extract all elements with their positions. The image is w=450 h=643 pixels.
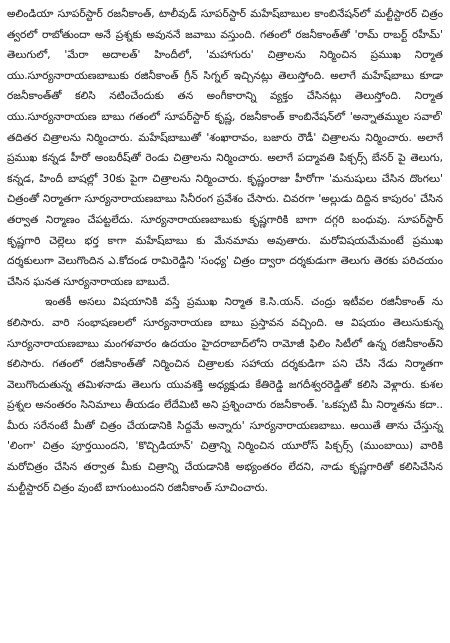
article-body [7, 4, 443, 498]
article-paragraph-2: ఇంతకీ అసలు విషయానికి వస్తే ప్రముఖ నిర్మాత కె.సి.యన్. చంద్రు ఇటీవల రజినీకాంత్ ను కలిసారు. వారి సంభాషణలలో సూర్యనారాయణ బాబు ప్రస్తావన వచ్చింది. ఆ విషయం తెలుసుకున్న సూర్యనారాయణబాబు మంగళవారం ఉదయం హైదరాబాద్‌లోని రామోజీ ఫిలిం సిటీలో ఉన్న రజినీకాంత్‌ని కలిసారు. గతంలో రజినీకాంత్‌తో నిర్మించిన చిత్రాలకు సహాయ దర్శకుడిగా పని చేసి నేడు నిర్మాతగా వెలుగొందుతున్న తమిళనాడు తెలుగు యువశక్తి అధ్యక్షుడు కేతిరెడ్డి జగదీశ్వరరెడ్డితో కలిసి వెళ్లారు. కుశల ప్రశ్నల అనంతరం సినిమాలు తీయడం లేదేమిటి అని ప్రశ్నించారు రజనీకాంత్. 'ఒకప్పటి మీ నిర్మాతను కదా.. మీరు సరేనంటే మీతో చిత్రం చేయడానికి సిద్దమే అన్నారు' సూర్యనారాయణబాబు. అయితే తాను చేస్తున్న 'లింగా' చిత్రం పూర్తయిందని, 'కొచ్చిడియాన్' చిత్రాన్ని నిర్మించిన యూరోస్ పిక్చర్స్ (ముంబాయి) వారికి మరోచిత్రం చేసిన తర్వాత మీకు చిత్రాన్ని చేయడానికి అభ్యంతరం లేదని, నాడు కృష్ణగారితో కలిసిచేసిన మల్టీస్టారర్ చిత్రం వుంటే బాగుంటుందని రజినీకాంత్ సూచించారు. [7, 296, 443, 494]
article-paragraph-1: అలిండియా సూపర్‌స్టార్ రజనీకాంత్, టాలీవుడ్ సూపర్‌స్టార్ మహేష్‌బాబుల కాంబినేషన్‌లో మల్టీస్టారర్ చిత్రం త్వరలో రాబోతుందా అనే ప్రశ్నకు అవుననే జవాబు వస్తుంది. గతంలో రజనీకాంత్‌తో 'రామ్ రాబర్ట్ రహీమ్' తెలుగులో, 'మేరా అదాలత్' హిందీలో, 'మహాగురు' చిత్రాలను నిర్మించిన ప్రముఖ నిర్మాత యు.సూర్యనారాయణబాబుకు రజినీకాంత్ గ్రీన్ సిగ్నల్ ఇచ్చినట్లు తెలుస్తోంది. అలాగే మహేష్‌బాబు కూడా రజనీకాంత్‌తో కలిసి నటించేందుకు తన అంగీకారాన్ని వ్యక్తం చేసినట్లు తెలుస్తోంది. నిర్మాత యు.సూర్యనారాయణ బాబు గతంలో సూపర్‌స్టార్ కృష్ణ, రజనీకాంత్ కాంబినేషన్‌లో 'అన్నాతమ్ముల సవాల్' తదితర చిత్రాలను నిర్మించారు. మహేష్‌బాబుతో 'శంఖారావం, బజారు రౌడీ' చిత్రాలను నిర్మించారు. అలాగే ప్రముఖ కన్నడ హీరో అంబరీష్‌తో రెండు చిత్రాలను నిర్మించారు. అలాగే పద్మావతి పిక్చర్స్ బేనర్ పై తెలుగు, కన్నడ, హిందీ బాషల్లో 30కు పైగా చిత్రాలను నిర్మించారు. కృష్ణంరాజు హీరోగా 'మనుషులు చేసిన దొంగలు' చిత్రంతో నిర్మాతగా సూర్యనారాయణబాబు సినీరంగ ప్రవేశం చేసారు. చివరగా 'అల్లుడు దిద్దిన కాపురం' చేసిన తర్వాత నిర్మాణం చేపట్టలేదు. సూర్యనారాయణబాబుకు కృష్ణగారికి బాగా దగ్గరి బంధువు. సూపర్‌స్టార్ కృష్ణగారి చెల్లెలు భర్త కాగా మహేష్‌బాబు కు మేనమామ అవుతారు. మరోవిషయమేమంటే ప్రముఖ దర్శకులుగా వెలుగొందిన ఎ.కోదండ రామిరెడ్డిని 'సంధ్య' చిత్రం ద్వారా దర్శకుడుగా తెలుగు తెరకు పరిచయం చేసిన ఘనత సూర్యనారాయణ బాబుదే. [7, 8, 443, 288]
